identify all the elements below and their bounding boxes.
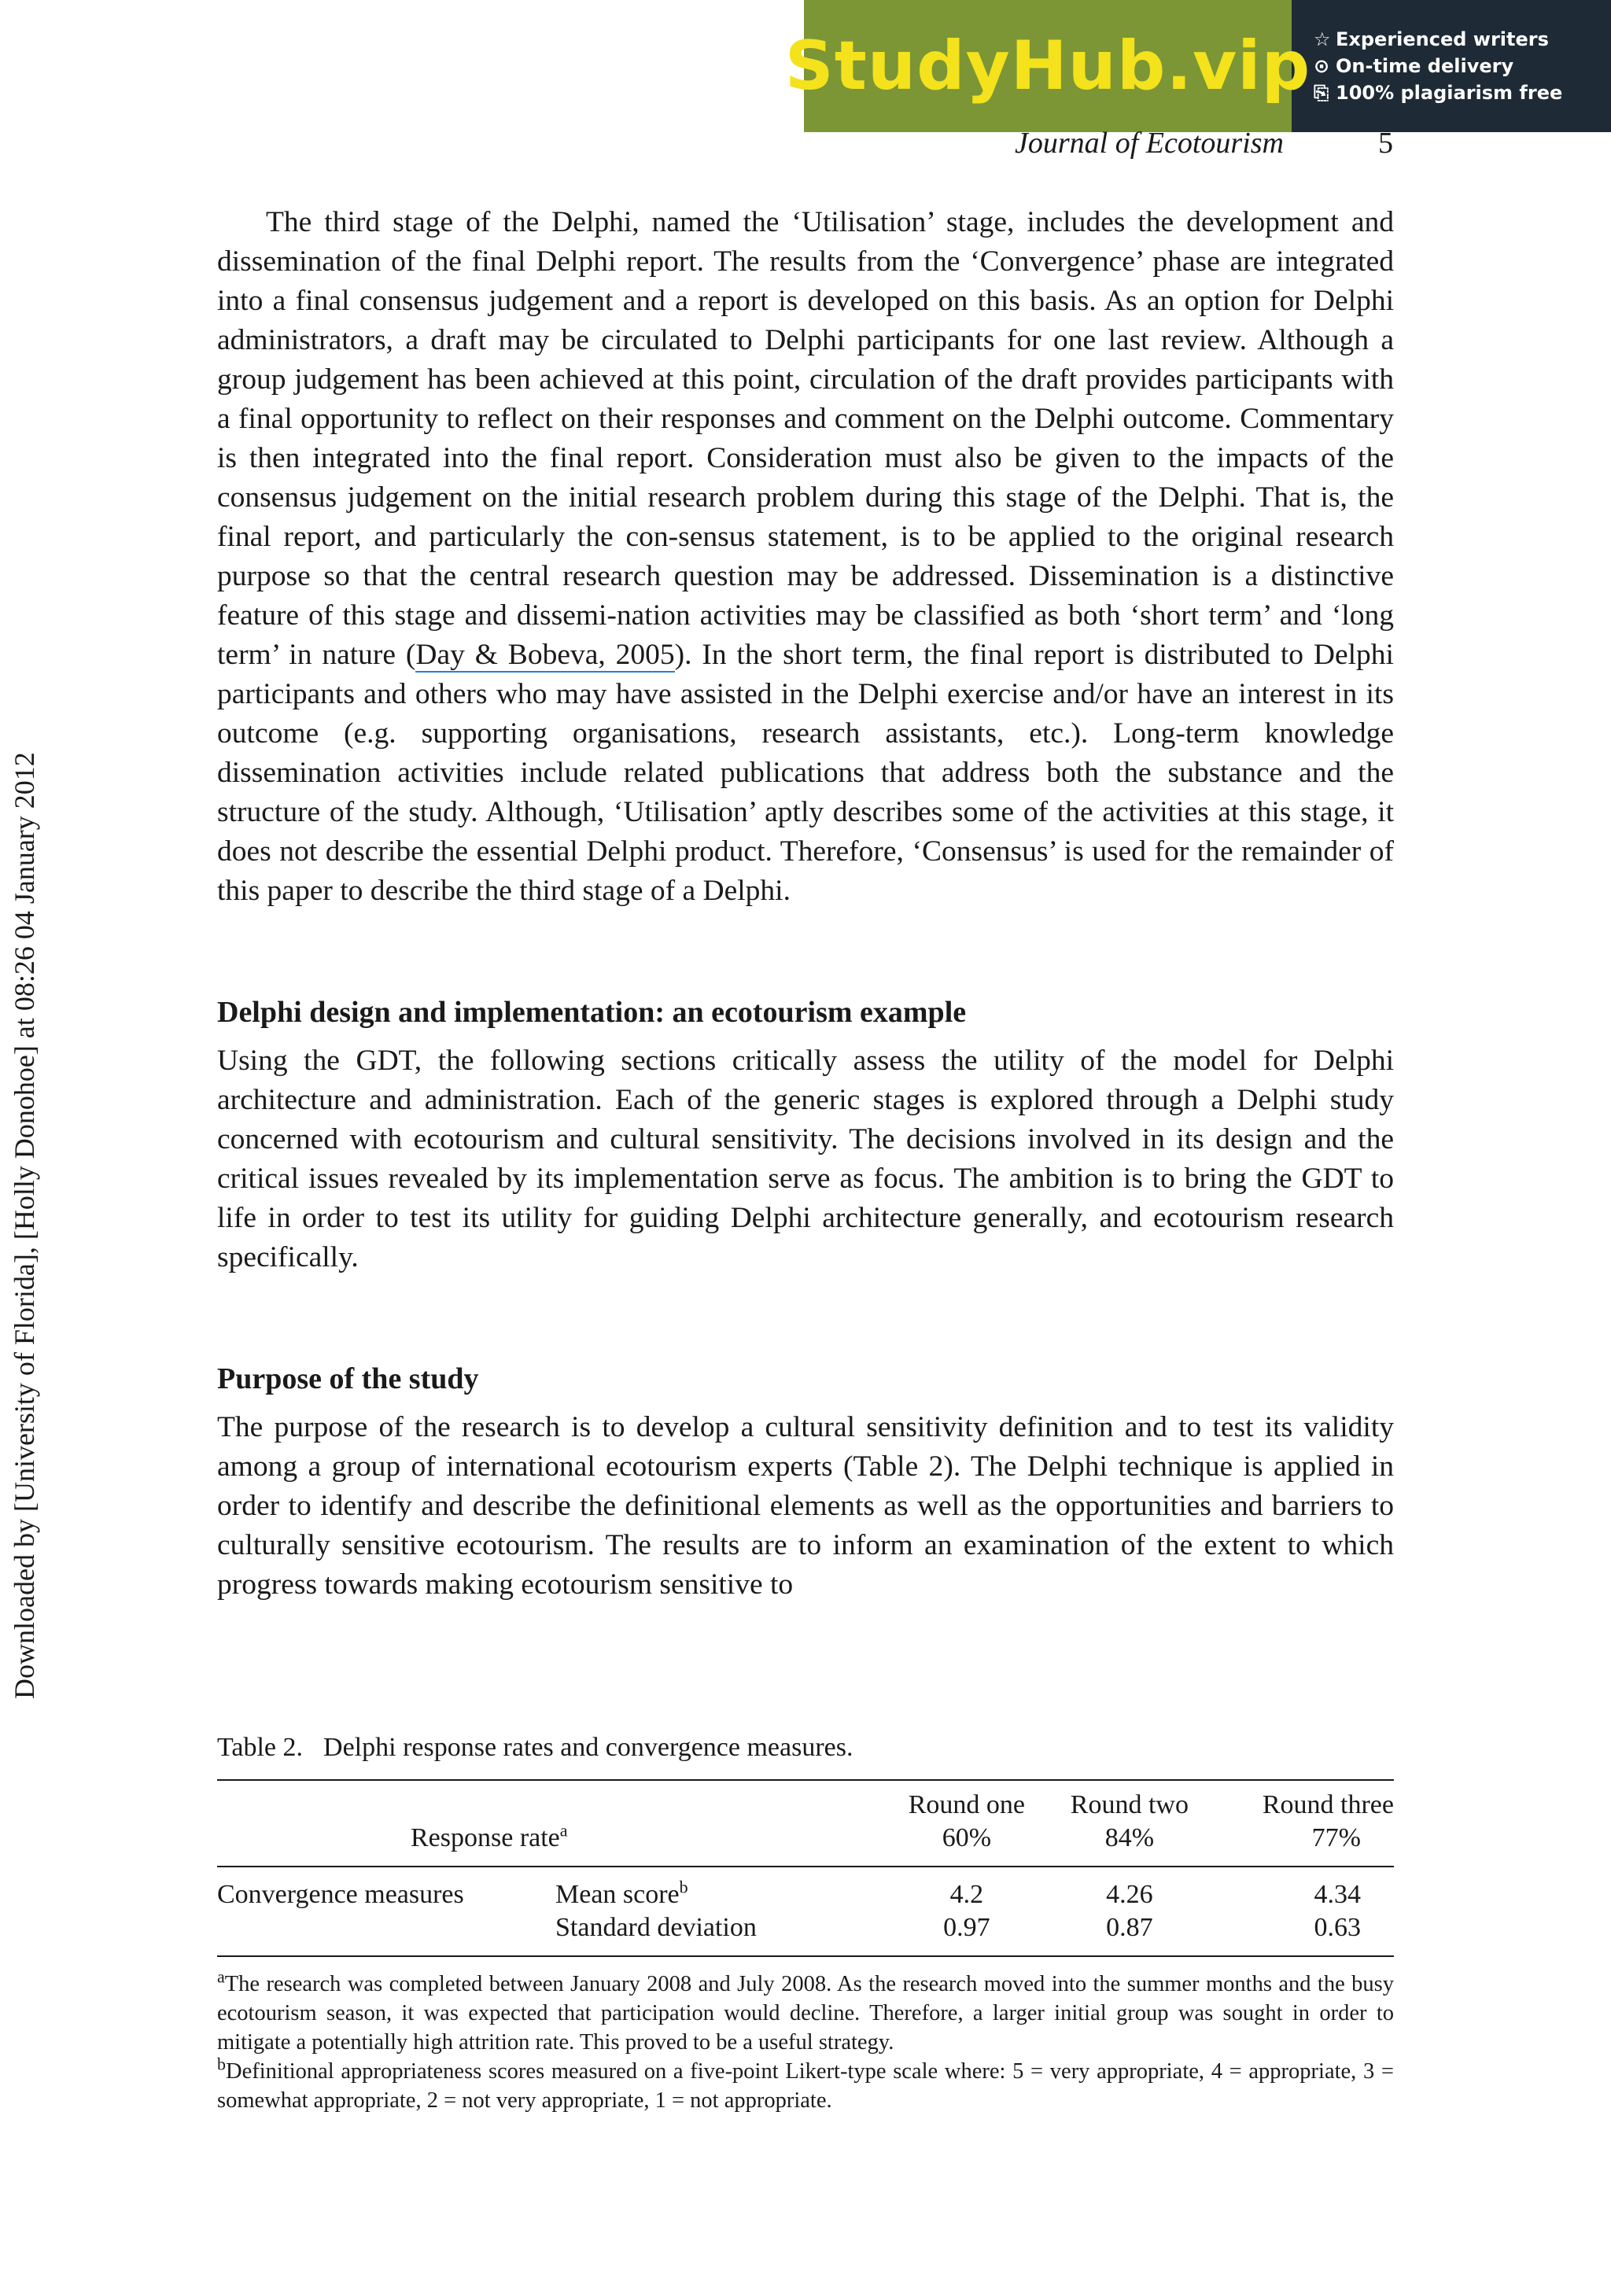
table-cell: 0.63: [1314, 1913, 1361, 1942]
footnote-a: $^a$The research was completed between January 2008 and July 2008. As the research moved into the summer months and the busy ecotourism season, it was expected that participation would decline. Therefore, a larger initial group was sought in order to mitigate a potentially high attrition rate. This proved to be a useful strategy.: [217, 1966, 1394, 2055]
table-cell: 0.97: [943, 1913, 990, 1942]
page-number: 5: [1378, 127, 1393, 160]
ad-banner[interactable]: [784, 0, 1611, 132]
row-label-response-rate: Response rate$^a$: [411, 1820, 568, 1852]
table-caption: Table 2. Delphi response rates and convergence measures.: [217, 1733, 853, 1762]
paragraph-utilisation: The third stage of the Delphi, named the ‘Utilisation’ stage, includes the development and dissemination of the final Delphi report. The results from the ‘Convergence’ phase are integrated into a final consensus judgement and a report is developed on this basis. As an option for Delphi administrators, a draft may be circulated to Delphi participants for one last review. Although a group judgement has been achieved at this point, circulation of the draft provides participants with a final opportunity to reflect on their responses and comment on the Delphi outcome. Commentary is then integrated into the final report. Consideration must also be given to the impacts of the consensus judgement on the initial research problem during this stage of the Delphi. That is, the final report, and particularly the con-sensus statement, is to be applied to the original research purpose so that the central research question may be addressed. Dissemination is a distinctive feature of this stage and dissemi-nation activities may be classified as both ‘short term’ and ‘long term’ in nature (Day & Bobeva, 2005). In the short term, the final report is distributed to Delphi participants and others who may have assisted in the Delphi exercise and/or have an interest in its outcome (e.g. supporting organisations, research assistants, etc.). Long-term knowledge dissemination activities include related publications that address both the substance and the structure of the study. Although, ‘Utilisation’ aptly describes some of the activities at this stage, it does not describe the essential Delphi product. Therefore, ‘Consensus’ is used for the remainder of this paper to describe the third stage of a Delphi.: [217, 206, 1394, 907]
table-footnotes: [217, 1966, 1394, 2115]
row-label-sd: Standard deviation: [555, 1913, 757, 1942]
paragraph-purpose: The purpose of the research is to develop a cultural sensitivity definition and to test its validity among a group of international ecotourism experts (Table 2). The Delphi technique is applied in order to identify and describe the definitional elements as well as the opportunities and barriers to culturally sensitive ecotourism. The results are to inform an examination of the extent to which progress towards making ecotourism sensitive to: [217, 1411, 1394, 1601]
table-2: [217, 1730, 1394, 2115]
banner-logo[interactable]: StudyHub.vip: [804, 0, 1292, 132]
column-header: Round three: [1262, 1790, 1394, 1819]
column-header: Round one: [908, 1790, 1025, 1819]
download-watermark: Downloaded by [University of Florida], [Holly Donohoe] at 08:26 04 January 2012: [9, 752, 40, 1699]
article-body: [217, 203, 1394, 1605]
clock-icon: ⊙: [1314, 55, 1330, 77]
row-group-label: Convergence measures: [217, 1880, 464, 1909]
table-cell: 4.26: [1106, 1880, 1153, 1909]
table-cell: 84%: [1104, 1823, 1155, 1852]
footnote-b: $^b$Definitional appropriateness scores measured on a five-point Likert-type scale where: 5 = very appropriate, 4 = appropriate, 3 = somewhat appropriate, 2 = not very appropriate, 1 = not appropriate.: [217, 2054, 1394, 2113]
column-header: Round two: [1070, 1790, 1189, 1819]
paragraph-gdt: Using the GDT, the following sections critically assess the utility of the model for Delphi architecture and administration. Each of the generic stages is explored through a Delphi study concerned with ecotourism and cultural sensitivity. The decisions involved in its design and the critical issues revealed by its implementation serve as focus. The ambition is to bring the GDT to life in order to test its utility for guiding Delphi architecture generally, and ecotourism research specifically.: [217, 1045, 1394, 1273]
section-heading-purpose: Purpose of the study: [217, 1362, 479, 1395]
banner-feature: ⎘ 100% plagiarism free: [1314, 82, 1563, 104]
banner-feature: ⊙ On-time delivery: [1314, 55, 1514, 77]
table-cell: 4.34: [1314, 1880, 1361, 1909]
banner-features: [1292, 0, 1611, 132]
table-cell: 60%: [942, 1823, 992, 1852]
table-cell: 4.2: [949, 1880, 984, 1909]
section-heading-design: Delphi design and implementation: an ecotourism example: [217, 996, 967, 1029]
table-cell: 0.87: [1106, 1913, 1153, 1942]
star-icon: ☆: [1314, 28, 1331, 50]
citation-link[interactable]: Day & Bobeva, 2005: [415, 639, 675, 671]
results-table: [217, 1779, 1394, 1957]
journal-title: Journal of Ecotourism: [1015, 127, 1284, 160]
banner-feature: ☆ Experienced writers: [1314, 28, 1549, 50]
row-label-mean: Mean score$^b$: [555, 1877, 688, 1909]
copy-icon: ⎘: [1314, 82, 1329, 104]
table-cell: 77%: [1311, 1823, 1361, 1852]
